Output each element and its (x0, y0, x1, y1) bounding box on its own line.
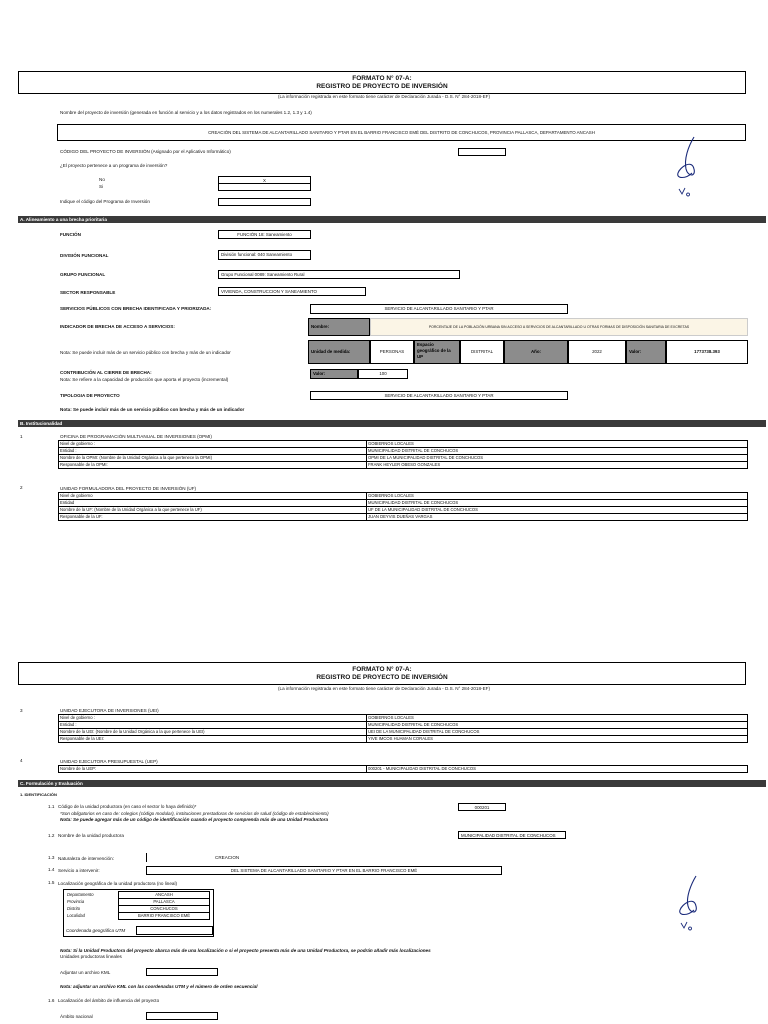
form-title-box (18, 71, 746, 94)
table-row (66, 906, 210, 913)
valor-label: Valor: (626, 340, 666, 364)
q12-field[interactable]: MUNICIPALIDAD DISTRITAL DE CONCHUCOS (458, 831, 566, 839)
row-label: Entidad (59, 500, 367, 507)
row-value[interactable]: FRANK HEYLER OBESO GONZALES (367, 462, 748, 469)
q13-number: 1.3 (48, 855, 55, 860)
q13-field[interactable]: CREACION (215, 855, 240, 860)
row-value[interactable]: GOBIERNOS LOCALES (367, 441, 748, 448)
row-label: Nivel de gobierno (59, 493, 367, 500)
q15-label: Localización geográfica de la unidad productora (no lineal) (58, 881, 178, 886)
uf-table (58, 492, 748, 521)
row-label: Nombre de la UEP: (59, 766, 367, 773)
uep-table (58, 765, 748, 773)
form-title: FORMATO N° 07-A: (352, 666, 412, 673)
row-label: Entidad : (59, 448, 367, 455)
table-row (59, 455, 748, 462)
q16-label: Localización del ámbito de influencia del proyecto (58, 998, 160, 1003)
nombre-field[interactable]: PORCENTAJE DE LA POBLACIÓN URBANA SIN ACCESO A SERVICIOS DE ALCANTARILLADO U OTRAS FORMAS DE DISPOSICIÓN SANITARIA DE EXCRETAS (370, 318, 748, 336)
kml-upload-field[interactable] (146, 968, 218, 976)
funcion-field[interactable]: FUNCIÓN 18: Saneamiento (218, 230, 311, 239)
q11-number: 1.1 (48, 804, 55, 809)
table-row (59, 729, 748, 736)
location-table (66, 891, 210, 920)
row-label: Entidad : (59, 722, 367, 729)
uei-table (58, 714, 748, 743)
row-label: Localidad (67, 913, 85, 919)
table-row (59, 715, 748, 722)
anio-field[interactable]: 2022 (568, 340, 626, 364)
section-b-header: B. Institucionalidad (18, 420, 766, 427)
ambito-label: Ámbito nacional (60, 1014, 93, 1019)
declaration-note: (La información registrada en este formato tiene carácter de Declaración Jurada - D.S. N° 284-2018-EF) (278, 94, 490, 99)
kml-label: Adjuntar un archivo KML (60, 970, 111, 975)
division-field[interactable]: División funcional: 040 Saneamiento (218, 250, 311, 260)
row-value[interactable]: GOBIERNOS LOCALES (367, 715, 748, 722)
opmi-title: OFICINA DE PROGRAMACIÓN MULTIANUAL DE INVERSIONES (OPMI) (60, 434, 212, 439)
uei-title: UNIDAD EJECUTORA DE INVERSIONES (UEI) (60, 708, 159, 713)
utm-label: Coordenada geográfica UTM (66, 928, 126, 933)
table-row (59, 722, 748, 729)
option-si-checkbox[interactable] (218, 183, 311, 191)
division-label: DIVISIÓN FUNCIONAL (60, 253, 109, 258)
project-code-field[interactable] (458, 148, 506, 156)
uep-number: 4 (20, 758, 23, 763)
q12-label: Nombre de la unidad productora (58, 833, 124, 838)
tipologia-field[interactable]: SERVICIO DE ALCANTARILLADO SANITARIO Y PTAR (310, 391, 568, 400)
form-title-box-2 (18, 662, 746, 685)
q11-note2: Nota: Se puede agregar más de un código de identificación cuando el proyecto comprenda más de una Unidad Productora (60, 817, 329, 822)
row-label: Provincia (67, 899, 85, 905)
row-value[interactable]: GOBIERNOS LOCALES (367, 493, 748, 500)
table-row (59, 493, 748, 500)
q13-divider (146, 853, 147, 862)
table-row (66, 899, 210, 906)
row-value[interactable]: YIVE IMCOS HUAMAN CORALES (367, 736, 748, 743)
tipologia-label: TIPOLOGIA DE PROYECTO (60, 393, 120, 398)
servicios-field[interactable]: SERVICIO DE ALCANTARILLADO SANITARIO Y PTAR (310, 304, 568, 314)
table-row (66, 892, 210, 899)
q14-number: 1.4 (48, 867, 55, 872)
row-value[interactable]: PALLASCA (119, 899, 210, 906)
utm-field[interactable] (136, 926, 213, 935)
row-label: Departamento (67, 892, 94, 898)
grupo-label: GRUPO FUNCIONAL (60, 272, 106, 277)
declaration-note: (La información registrada en este formato tiene carácter de Declaración Jurada - D.S. N° 284-2018-EF) (278, 686, 490, 691)
project-name-label: Nombre del proyecto de inversión (generada en función al servicio y a los datos registrados en los numerales 1.2, 1.3 y 1.4) (60, 110, 312, 115)
row-value[interactable]: ANCASH (119, 892, 210, 899)
ambito-field[interactable] (146, 1012, 218, 1020)
q11-label: Código de la unidad productora (en caso el sector lo haya definido)* (58, 804, 197, 809)
program-code-field[interactable] (218, 198, 311, 206)
row-value[interactable]: CONCHUCOS (119, 906, 210, 913)
row-value[interactable]: OPMI DE LA MUNICIPALIDAD DISTRITAL DE CONCHUCOS (367, 455, 748, 462)
q14-label: Servicio a intervenir: (58, 868, 100, 873)
q14-field[interactable]: DEL SISTEMA DE ALCANTARILLADO SANITARIO Y PTAR EN EL BARRIO FRANCISCO EMÉ (146, 866, 502, 875)
row-label: Nombre de la UEI: (Nombre de la Unidad Orgánica a la que pertenece la UEI) (59, 729, 367, 736)
table-row (59, 441, 748, 448)
q11-note1: *Son obligatorios en caso de: colegios (código modular), instituciones prestadoras de servicios de salud (código de establecimiento) (60, 811, 329, 816)
contribucion-note: Nota: Se refiere a la capacidad de producción que aporta el proyecto (incremental) (60, 377, 229, 382)
contrib-valor-field[interactable]: 100 (358, 369, 408, 379)
funcion-label: FUNCIÓN (60, 232, 81, 237)
bold-note: Nota: Se puede incluir más de un servicio público con brecha y más de un indicador (60, 407, 245, 412)
espacio-label: Espacio geográfico de la UP (414, 340, 460, 364)
opmi-number: 1 (20, 434, 23, 439)
row-label: Responsable de la UF: (59, 514, 367, 521)
row-label: Responsable de la UEI: (59, 736, 367, 743)
table-row (59, 507, 748, 514)
table-row (59, 462, 748, 469)
option-si-label: Si (99, 184, 104, 189)
table-row (66, 913, 210, 920)
sector-label: SECTOR RESPONSABLE (60, 290, 116, 295)
option-no-checkbox[interactable]: X (218, 176, 311, 184)
row-label: Nombre de la OPMI: (Nombre de la Unidad Orgánica a la que pertenece la OPMI) (59, 455, 367, 462)
program-question: ¿El proyecto pertenece a un programa de inversión? (60, 163, 168, 168)
q13-label: Naturaleza de intervención: (58, 856, 114, 861)
espacio-field[interactable]: DISTRITAL (460, 340, 504, 364)
unidad-field[interactable]: PERSONAS (370, 340, 414, 364)
lineal-units-label: Unidades productoras lineales (60, 954, 122, 959)
option-no-label: No (99, 177, 105, 182)
indicador-label: INDICADOR DE BRECHA DE ACCESO A SERVICIOS: (60, 324, 175, 329)
q12-number: 1.2 (48, 833, 55, 838)
row-value[interactable]: MUNICIPALIDAD DISTRITAL DE CONCHUCOS (367, 722, 748, 729)
valor-field[interactable]: 1773738.393 (666, 340, 748, 364)
kml-note: Nota: adjuntar un archivo KML con las coordenadas UTM y el número de orden secuencial (60, 984, 258, 989)
table-row (59, 736, 748, 743)
table-row (59, 448, 748, 455)
program-code-label: Indique el código del Programa de Inversión (60, 199, 150, 204)
row-label: Nombre de la UF: (Nombre de la Unidad Orgánica a la que pertenece la UF) (59, 507, 367, 514)
form-subtitle: REGISTRO DE PROYECTO DE INVERSIÓN (316, 674, 448, 681)
row-value[interactable]: MUNICIPALIDAD DISTRITAL DE CONCHUCOS (367, 500, 748, 507)
section-a-header: A. Alineamiento a una brecha prioritaria (18, 216, 766, 223)
q11-field[interactable]: 000201 (458, 803, 506, 811)
nombre-label: Nombre: (308, 318, 370, 336)
row-value[interactable]: MUNICIPALIDAD DISTRITAL DE CONCHUCOS (367, 448, 748, 455)
row-value[interactable]: 000201 - MUNICIPALIDAD DISTRITAL DE CONCHUCOS (367, 766, 748, 773)
table-row (59, 500, 748, 507)
contribucion-label: CONTRIBUCIÓN AL CIERRE DE BRECHA: (60, 370, 152, 375)
anio-label: Año: (504, 340, 568, 364)
row-value[interactable]: UF DE LA MUNICIPALIDAD DISTRITAL DE CONCHUCOS (367, 507, 748, 514)
unidad-label: Unidad de medida: (308, 340, 370, 364)
uep-title: UNIDAD EJECUTORA PRESUPUESTAL (UEP) (60, 759, 158, 764)
q15-number: 1.5 (48, 880, 55, 885)
signature-mark-2 (672, 872, 712, 932)
section-c-header: C. Formulación y Evaluación (18, 780, 766, 787)
signature-mark (670, 133, 710, 198)
uei-number: 3 (20, 708, 23, 713)
table-row (59, 766, 748, 773)
table-row (59, 514, 748, 521)
contrib-valor-label: Valor: (310, 369, 358, 379)
form-subtitle: REGISTRO DE PROYECTO DE INVERSIÓN (316, 83, 448, 90)
grupo-field[interactable]: Grupo Funcional 0089: Saneamiento Rural (218, 270, 460, 279)
row-label: Nivel de gobierno : (59, 441, 367, 448)
multiple-service-note: Nota: Se puede incluir más de un servicio público con brecha y más de un indicador (60, 350, 231, 355)
row-label: Nivel de gobierno : (59, 715, 367, 722)
row-value[interactable]: BARRIO FRANCISCO EMÉ (119, 913, 210, 920)
uf-title: UNIDAD FORMULADORA DEL PROYECTO DE INVERSIÓN (UF) (60, 486, 197, 491)
row-value[interactable]: JUAN DEYVIS DUEÑAS VARGAS (367, 514, 748, 521)
row-label: Distrito (67, 906, 81, 912)
uf-number: 2 (20, 485, 23, 490)
form-title: FORMATO N° 07-A: (352, 75, 412, 82)
identificacion-subtitle: 1. IDENTIFICACIÓN (20, 792, 57, 797)
sector-field[interactable]: VIVIENDA, CONSTRUCCION Y SANEAMIENTO (218, 287, 366, 296)
servicios-label: SERVICIOS PÚBLICOS CON BRECHA IDENTIFICADA Y PRIORIZADA: (60, 306, 212, 311)
q16-number: 1.6 (48, 998, 55, 1003)
row-value[interactable]: UEI DE LA MUNICIPALIDAD DISTRITAL DE CONCHUCOS (367, 729, 748, 736)
row-label: Responsable de la OPMI: (59, 462, 367, 469)
opmi-table (58, 440, 748, 469)
project-name-field[interactable]: CREACIÓN DEL SISTEMA DE ALCANTARILLADO SANITARIO Y PTAR EN EL BARRIO FRANCISCO EMÉ DEL DISTRITO DE CONCHUCOS, PROVINCIA PALLASCA, DEPARTAMENTO ANCASH (57, 124, 746, 141)
location-note: Nota: Si la Unidad Productora del proyecto abarca más de una localización o si el proyecto presenta más de una Unidad Productora, se podrán añadir más localizaciones (60, 948, 431, 953)
project-code-label: CÓDIGO DEL PROYECTO DE INVERSIÓN (Asignado por el Aplicativo Informático) (60, 149, 231, 154)
